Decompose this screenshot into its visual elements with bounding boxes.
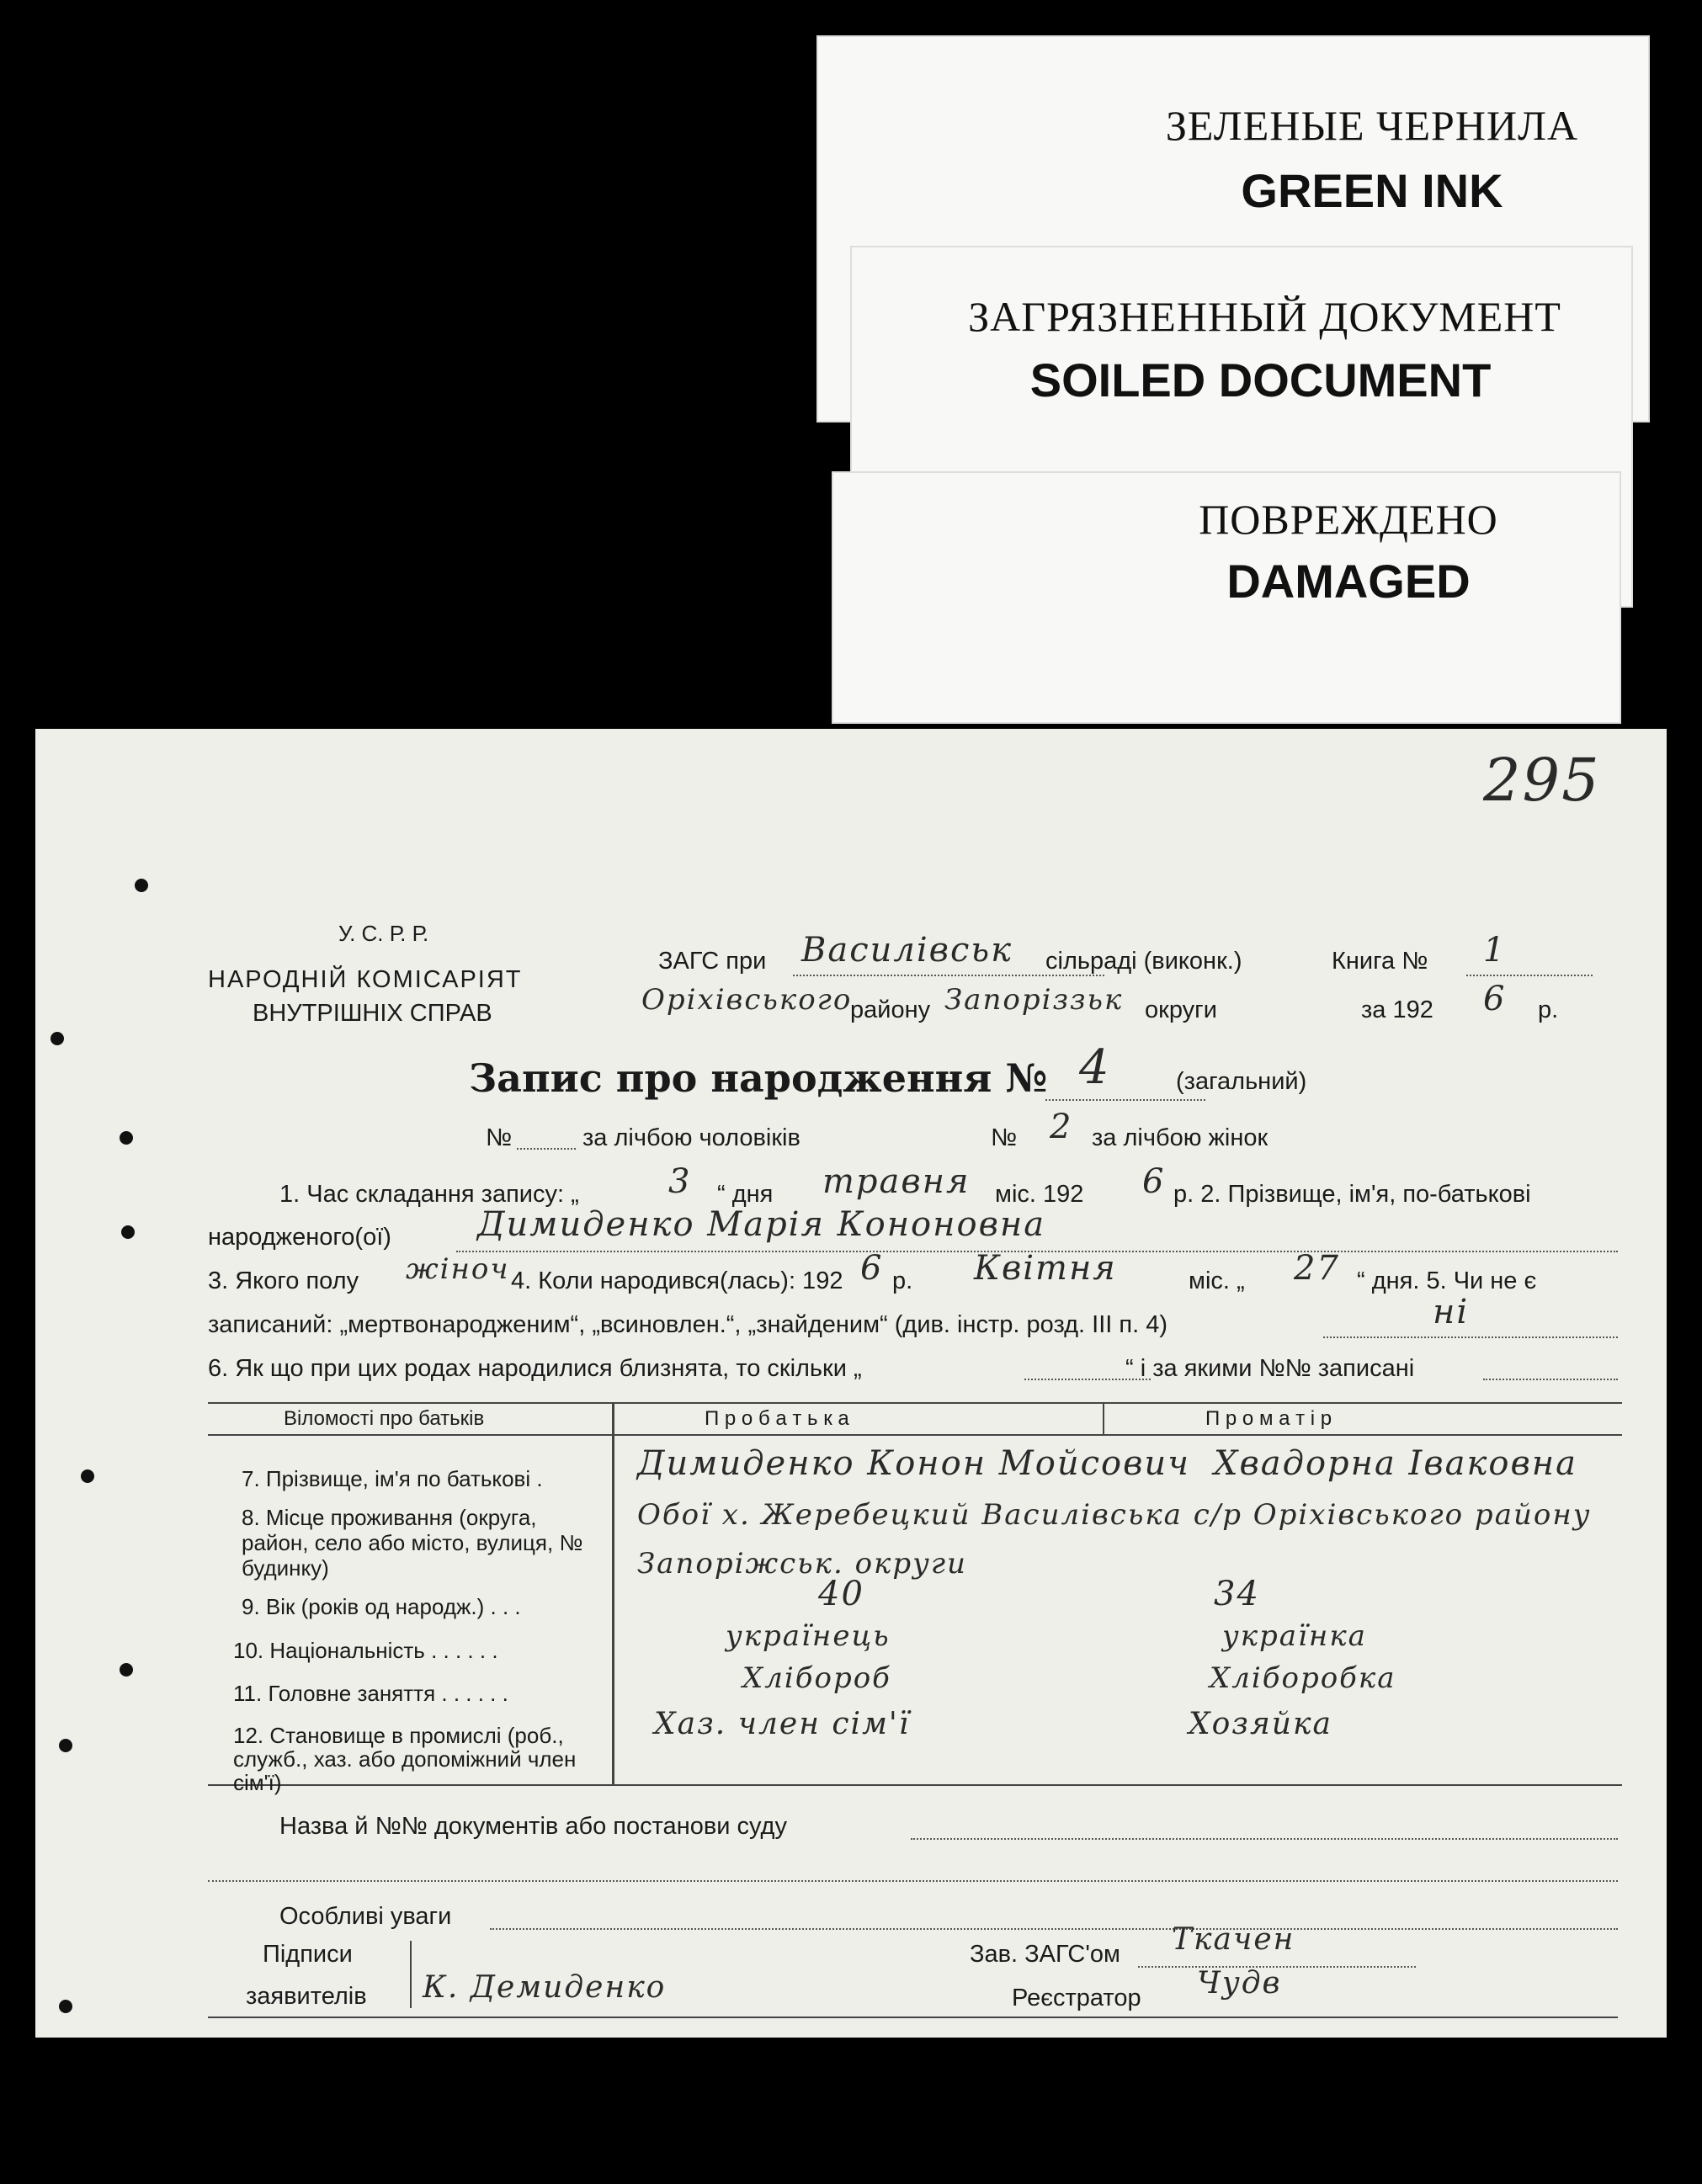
mother-age: 34: [1214, 1575, 1260, 1613]
residence: Обої х. Жеребецкий Василівська с/р Оріхівського району Запоріжськ. округи: [637, 1498, 1592, 1581]
damaged-label: [832, 471, 1621, 724]
table-top-rule: [208, 1402, 1622, 1404]
punch-hole: [59, 2000, 72, 2013]
documents-line-2: [208, 1880, 1618, 1882]
father-age: 40: [818, 1575, 864, 1613]
row12-label: 12. Становище в промислі (роб., служб., хаз. або допоміжний член сім'ї): [233, 1723, 577, 1795]
father-name: Димиденко Конон Мойсович: [637, 1444, 1191, 1483]
record-number-line: [1045, 1099, 1205, 1101]
record-month: травня: [822, 1162, 971, 1201]
punch-hole: [81, 1469, 94, 1483]
year-value: 6: [1483, 980, 1507, 1018]
twins-numbers-line: [1483, 1379, 1618, 1380]
bottom-rule: [208, 2017, 1618, 2018]
republic-label: У. С. Р. Р.: [338, 921, 429, 946]
birth-day: 27: [1294, 1249, 1340, 1288]
punch-hole: [121, 1225, 135, 1239]
green-ink-ru: ЗЕЛЕНЫЕ ЧЕРНИЛА: [1165, 102, 1579, 149]
female-count-value: 2: [1050, 1108, 1073, 1146]
row10-label: 10. Національність . . . . . .: [233, 1638, 498, 1663]
record-suffix: (загальний): [1176, 1068, 1307, 1095]
book-line: [1466, 975, 1593, 976]
mother-occupation: Хліборобка: [1210, 1661, 1396, 1695]
row11-label: 11. Головне заняття . . . . . .: [233, 1681, 508, 1706]
mother-nationality: українка: [1222, 1619, 1367, 1653]
male-count-line: [517, 1148, 576, 1150]
father-nationality: українець: [726, 1619, 891, 1653]
table-divider-2: [1103, 1402, 1104, 1436]
table-header-rule: [208, 1434, 1622, 1436]
record-day: 3: [668, 1162, 692, 1201]
damaged-en: DAMAGED: [1226, 555, 1471, 608]
record-year: 6: [1142, 1162, 1166, 1201]
row8-label: 8. Місце проживання (округа, район, село або місто, вулиця, № будинку): [242, 1505, 583, 1581]
line3-a: 3. Якого полу: [208, 1267, 359, 1294]
male-count-prefix: №: [486, 1124, 513, 1151]
line1-b: “ дня: [717, 1181, 774, 1208]
punch-hole: [59, 1739, 72, 1752]
line3-c: р.: [892, 1267, 913, 1294]
signature-bracket: [410, 1941, 412, 2008]
father-status: Хаз. член сім'ї: [654, 1707, 911, 1741]
line5-b: “ і за якими №№ записані: [1125, 1355, 1415, 1382]
line2-a: народженого(ої): [208, 1224, 391, 1251]
table-divider-1: [612, 1402, 614, 1785]
soiled-en: SOILED DOCUMENT: [1029, 353, 1492, 407]
mother-name: Хвадорна Іваковна: [1214, 1444, 1577, 1483]
soiled-ru: ЗАГРЯЗНЕННЫЙ ДОКУМЕНТ: [968, 293, 1561, 340]
row9-label: 9. Вік (років од народж.) . . .: [242, 1594, 521, 1619]
damaged-ru: ПОВРЕЖДЕНО: [1199, 496, 1498, 543]
year-label: за 192: [1361, 996, 1433, 1023]
signatures-label-2: заявителів: [246, 1983, 367, 2010]
female-count-prefix: №: [991, 1124, 1018, 1151]
col-header-father: П р о б а т ь к а: [705, 1407, 849, 1430]
col-header-parents: Віломості про батьків: [284, 1407, 485, 1430]
signatures-label-1: Підписи: [263, 1941, 353, 1968]
documents-label: Назва й №№ документів або постанови суду: [279, 1813, 787, 1840]
book-value: 1: [1483, 931, 1507, 970]
status-value: ні: [1433, 1293, 1470, 1331]
line4-a: записаний: „мертвонародженим“, „всиновлен.“, „знайденим“ (див. інстр. розд. III п. 4): [208, 1311, 1167, 1338]
registrar-label: Реєстратор: [1012, 1985, 1141, 2011]
zags-prefix: ЗАГС при: [658, 948, 767, 975]
col-header-mother: П р о м а т і р: [1205, 1407, 1332, 1430]
row7-label: 7. Прізвище, ім'я по батькові .: [242, 1466, 543, 1491]
line3-b: 4. Коли народився(лась): 192: [511, 1267, 843, 1294]
head-label: Зав. ЗАГС'ом: [970, 1941, 1120, 1968]
child-name: Димиденко Марія Кононовна: [477, 1205, 1046, 1244]
district-label: району: [850, 996, 931, 1023]
ministry-line2: ВНУТРІШНІХ СПРАВ: [253, 1000, 492, 1027]
line1-d: р. 2. Прізвище, ім'я, по-батькові: [1173, 1181, 1531, 1208]
zags-suffix: сільраді (виконк.): [1045, 948, 1242, 975]
male-count-label: за лічбою чоловіків: [582, 1124, 800, 1151]
book-label: Книга №: [1332, 948, 1428, 975]
birth-record-form: [35, 729, 1667, 2038]
line1-a: 1. Час складання запису: „: [279, 1181, 579, 1208]
child-sex: жіноч: [406, 1252, 510, 1286]
line3-d: міс. „: [1189, 1267, 1245, 1294]
line5-a: 6. Як що при цих родах народилися близнята, то скільки „: [208, 1355, 862, 1382]
district-value: Оріхівського: [641, 983, 853, 1017]
okrug-label: округи: [1145, 996, 1217, 1023]
ministry-line1: НАРОДНІЙ КОМІСАРІЯТ: [208, 966, 523, 993]
record-title: Запис про народження №: [469, 1055, 1048, 1101]
notes-label: Особливі уваги: [279, 1903, 452, 1930]
okrug-value: Запоріззьк: [944, 983, 1124, 1017]
documents-line: [911, 1838, 1618, 1840]
father-occupation: Хлібороб: [742, 1661, 891, 1695]
record-number: 4: [1079, 1040, 1111, 1095]
birth-year: 6: [860, 1249, 884, 1288]
mother-status: Хозяйка: [1189, 1707, 1332, 1741]
notes-line: [490, 1928, 1618, 1930]
punch-hole: [120, 1663, 133, 1677]
punch-hole: [51, 1032, 64, 1045]
year-suffix: р.: [1538, 996, 1559, 1023]
green-ink-en: GREEN INK: [1241, 164, 1503, 217]
status-line: [1323, 1336, 1618, 1338]
page-number: 295: [1483, 746, 1601, 815]
line1-c: міс. 192: [995, 1181, 1084, 1208]
registrar-signature: Чудв: [1197, 1966, 1282, 2001]
punch-hole: [120, 1131, 133, 1145]
line3-e: “ дня. 5. Чи не є: [1357, 1267, 1537, 1294]
head-signature: Ткачен: [1172, 1922, 1295, 1957]
zags-value: Василівськ: [801, 931, 1013, 970]
birth-month: Квітня: [974, 1249, 1117, 1288]
punch-hole: [135, 879, 148, 892]
female-count-label: за лічбою жінок: [1092, 1124, 1269, 1151]
applicant-signature: К. Демиденко: [423, 1970, 667, 2005]
